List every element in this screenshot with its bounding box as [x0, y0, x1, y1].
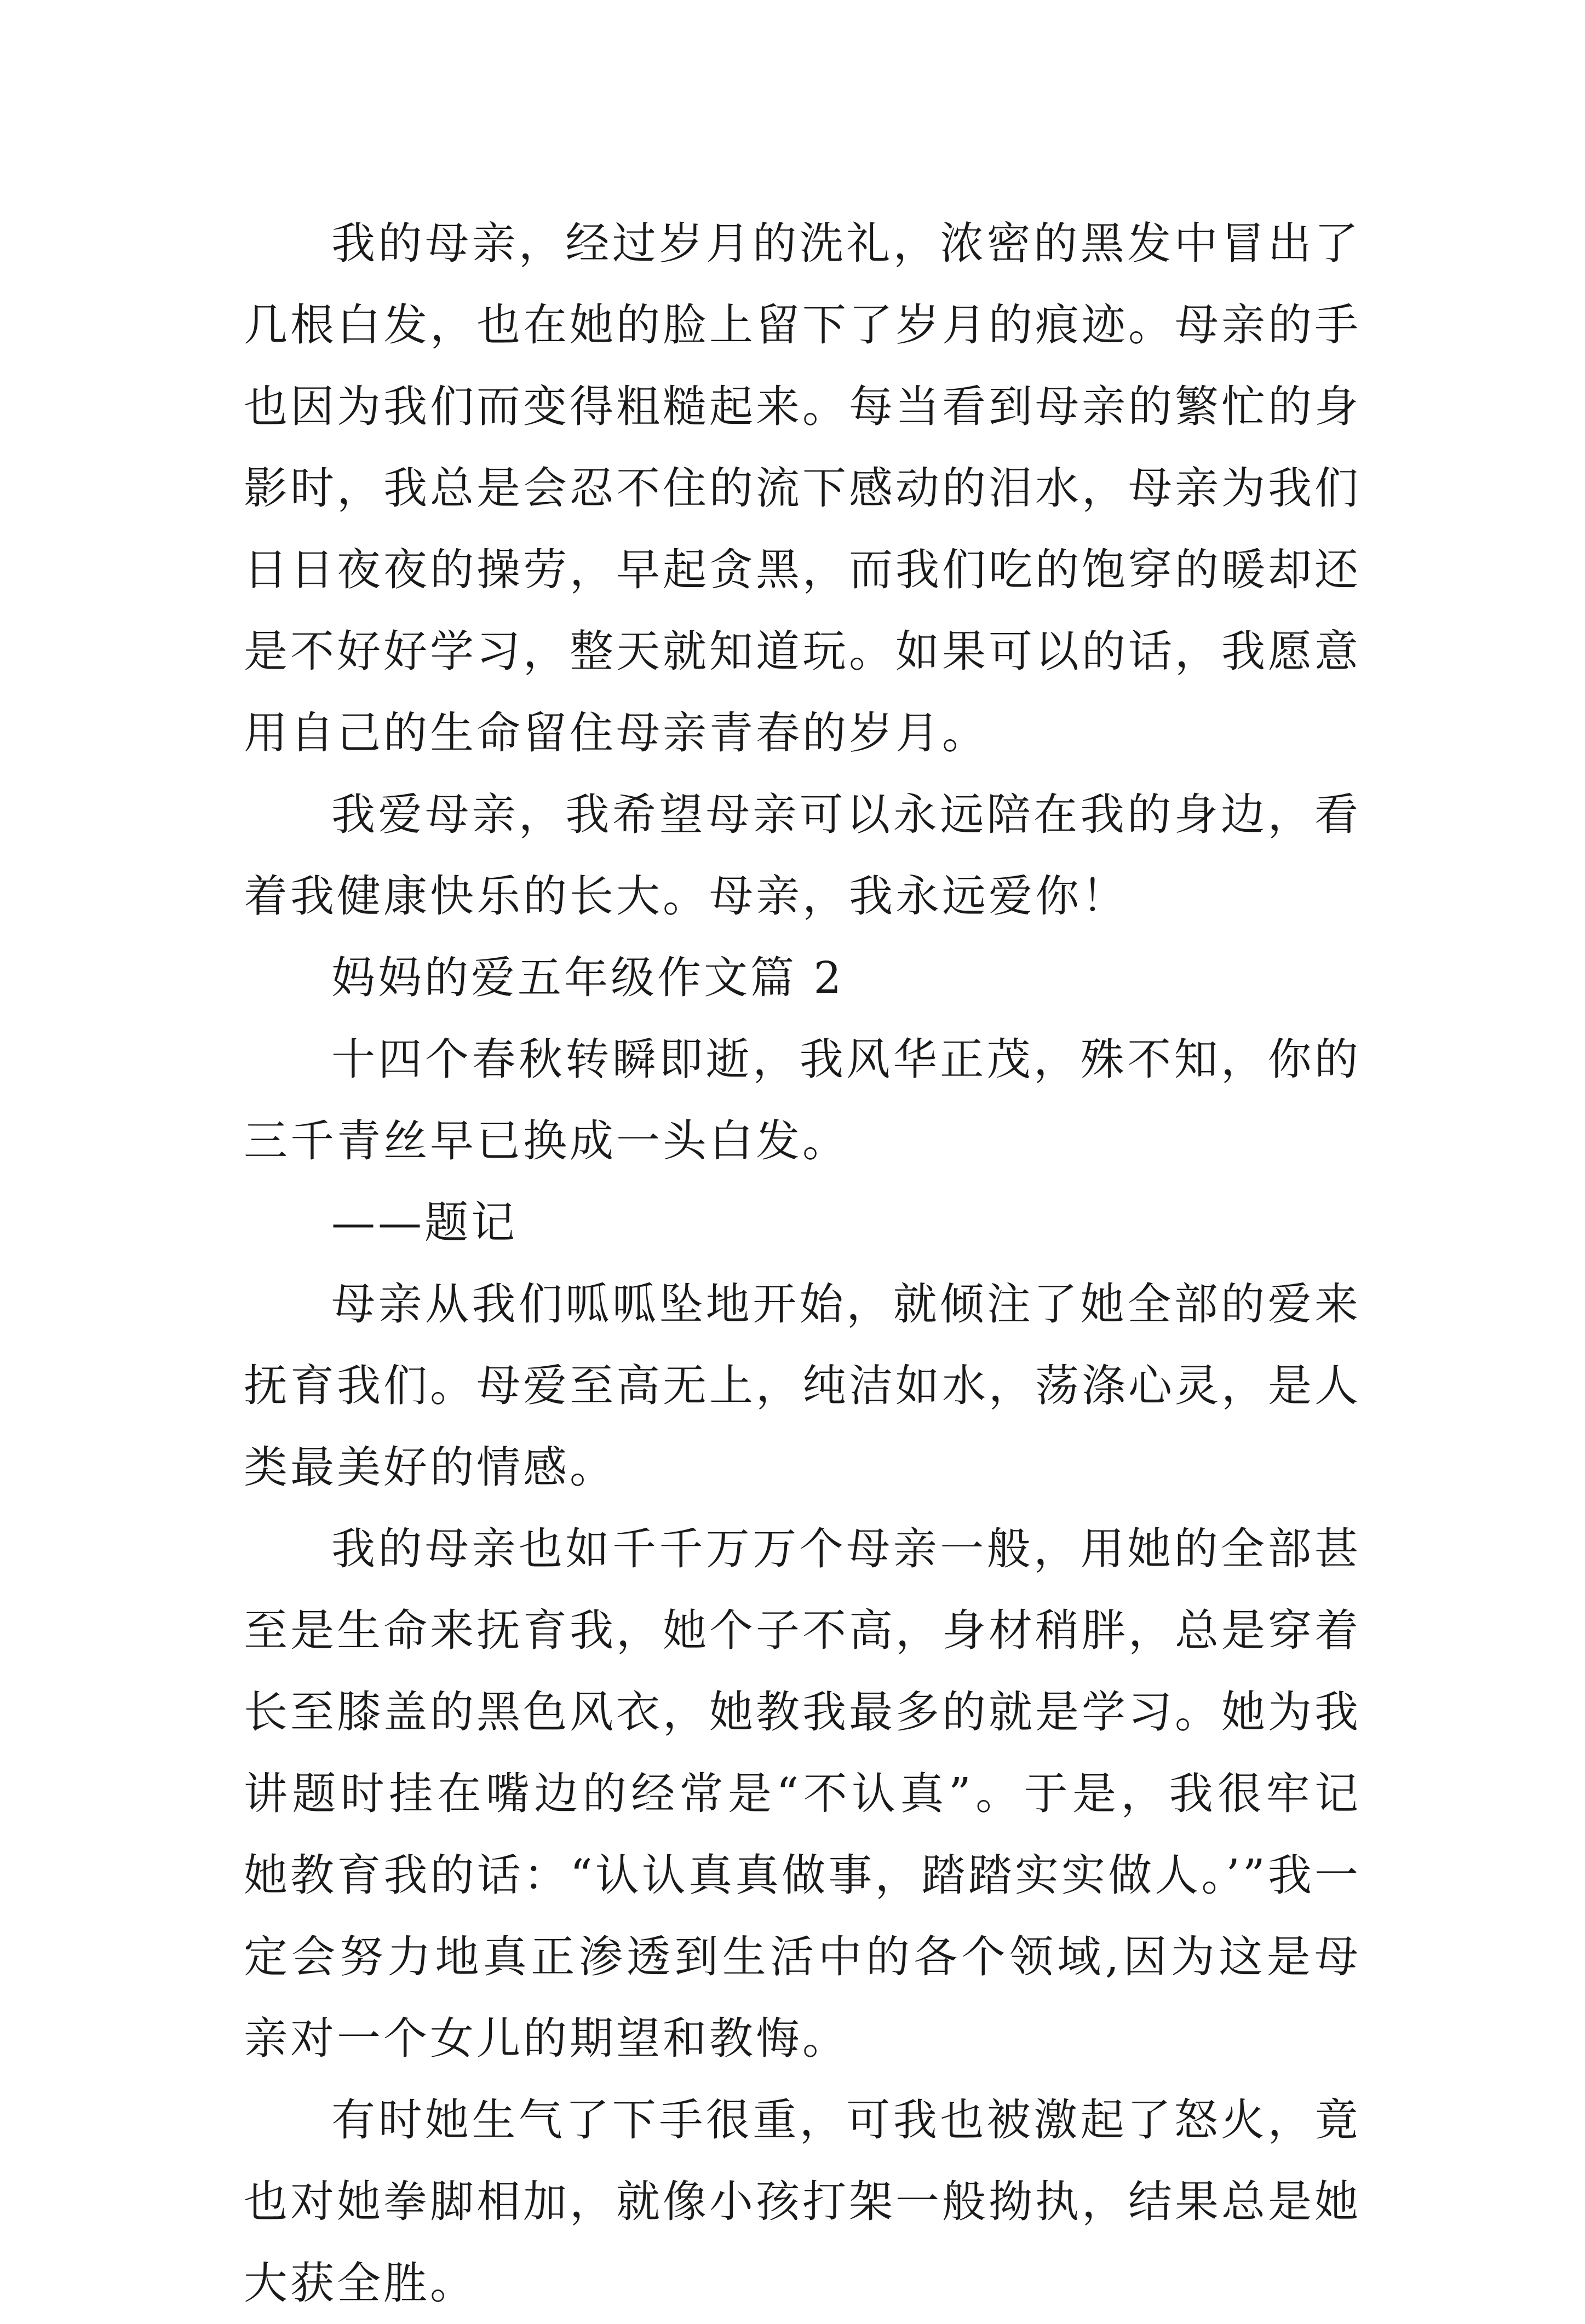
epigraph-attribution: ——题记 [331, 1197, 518, 1248]
epigraph: 十四个春秋转瞬即逝，我风华正茂，殊不知，你的三千青丝早已换成一头白发。 [244, 1034, 1361, 1166]
paragraph-mother-aging: 我的母亲，经过岁月的洗礼，浓密的黑发中冒出了几根白发，也在她的脸上留下了岁月的痕迹。母亲的手也因为我们而变得粗糙起来。每当看到母亲的繁忙的身影时，我总是会忍不住的流下感动的泪水，母亲为我们日日夜夜的操劳，早起贪黑，而我们吃的饱穿的暖却还是不好好学习，整天就知道玩。如果可以的话，我愿意用自己的生命留住母亲青春的岁月。 [244, 218, 1361, 758]
paragraph-love-mother: 我爱母亲，我希望母亲可以永远陪在我的身边，看着我健康快乐的长大。母亲，我永远爱你！ [244, 789, 1361, 922]
paragraph-mother-anger: 有时她生气了下手很重，可我也被激起了怒火，竟也对她拳脚相加，就像小孩打架一般拗执，结果总是她大获全胜。 [244, 2095, 1361, 2309]
section-title: 妈妈的爱五年级作文篇 2 [331, 952, 845, 1003]
document-body [244, 203, 1361, 2324]
paragraph-mother-love: 母亲从我们呱呱坠地开始，就倾注了她全部的爱来抚育我们。母爱至高无上，纯洁如水，荡涤心灵，是人类最美好的情感。 [244, 1279, 1361, 1493]
paragraph-mother-teaching: 我的母亲也如千千万万个母亲一般，用她的全部甚至是生命来抚育我，她个子不高，身材稍胖，总是穿着长至膝盖的黑色风衣，她教我最多的就是学习。她为我讲题时挂在嘴边的经常是“不认真”。于是，我很牢记她教育我的话：“认认真真做事，踏踏实实做人。’”我一定会努力地真正渗透到生活中的各个领域,因为这是母亲对一个女儿的期望和教悔。 [244, 1523, 1361, 2064]
